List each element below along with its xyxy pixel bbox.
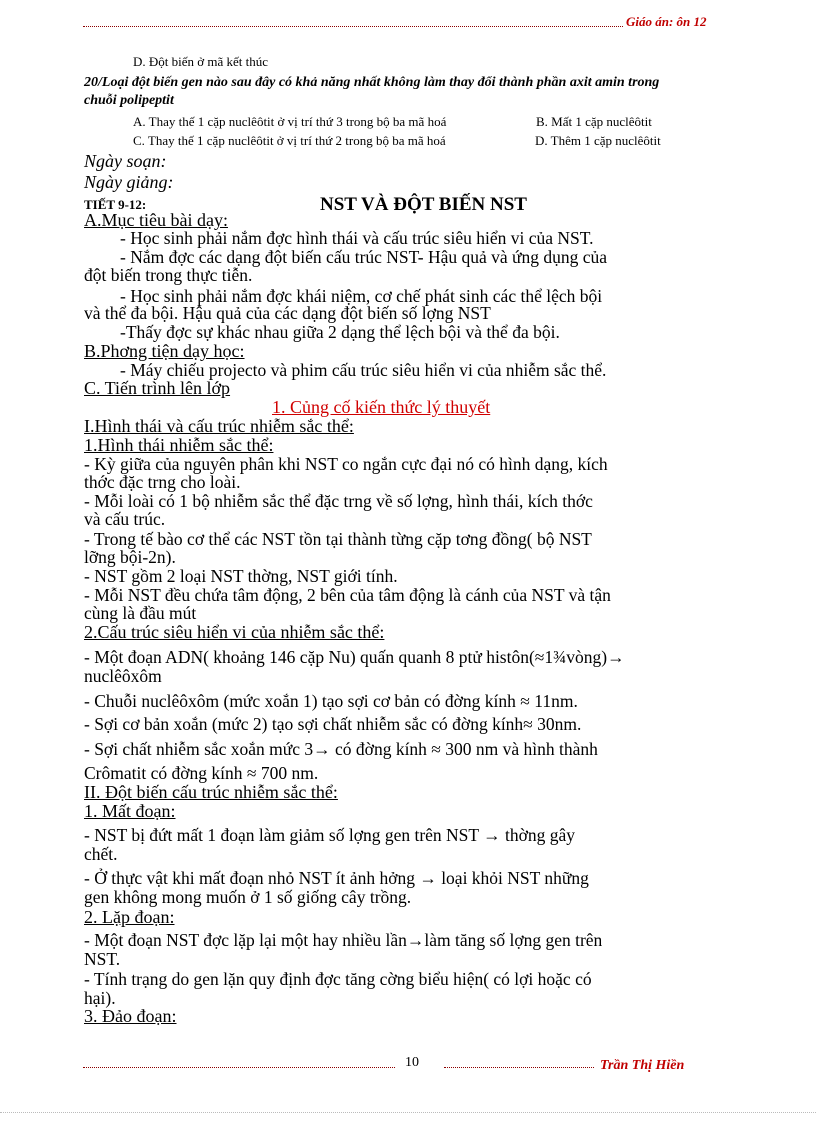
part-i-sub1-line: - Kỳ giữa của nguyên phân khi NST co ngắn cực đại nó có hình dạng, kích [84,454,608,474]
part-i-sub1-line: - NST gồm 2 loại NST thờng, NST giới tính. [84,566,398,586]
section-a-line: đột biến trong thực tiễn. [84,265,253,285]
section-a-heading: A.Mục tiêu bài dạy: [84,210,228,230]
part-i-sub1-line: cùng là đầu mút [84,603,197,623]
section-c-subtitle: 1. Củng cố kiến thức lý thuyết [272,397,491,417]
quiz-question-20-line2: chuỗi polipeptit [84,93,174,108]
part-i-sub2-line: - Sợi chất nhiễm sắc xoắn mức 3→ có đờng kính ≈ 300 nm và hình thành [84,739,598,759]
part-ii-sub2-heading: 2. Lặp đoạn: [84,907,175,927]
quiz-option-d-prev: D. Đột biến ở mã kết thúc [133,54,269,69]
quiz-option-b: B. Mất 1 cặp nuclêôtit [536,114,652,129]
part-i-sub1-line: và cấu trúc. [84,509,166,529]
section-a-line: - Học sinh phải nắm đợc khái niệm, cơ chế phát sinh các thể lệch bội [120,286,603,306]
part-ii-sub1-line: - NST bị đứt mất 1 đoạn làm giảm số lợng gen trên NST → thờng gây [84,825,576,845]
quiz-option-a: A. Thay thế 1 cặp nuclêôtit ở vị trí thứ 3 trong bộ ba mã hoá [133,114,447,129]
page-number: 10 [405,1055,419,1070]
part-ii-sub2-line: - Tính trạng do gen lặn quy định đợc tăng cờng biểu hiện( có lợi hoặc có [84,969,592,989]
quiz-option-c: C. Thay thế 1 cặp nuclêôtit ở vị trí thứ 2 trong bộ ba mã hoá [133,133,446,148]
section-a-line: - Nắm đợc các dạng đột biến cấu trúc NST- Hậu quả và ứng dụng của [120,247,608,267]
part-i-sub2-line: nuclêôxôm [84,666,162,686]
section-c-heading: C. Tiến trình lên lớp [84,378,231,398]
part-ii-sub2-line: NST. [84,949,121,969]
footer-dotted-line-right [444,1067,594,1068]
part-ii-sub1-line: gen không mong muốn ở 1 số giống cây trồng. [84,887,412,907]
lesson-number: TIẾT 9-12: [84,197,147,212]
part-i-sub1-line: thớc đặc trng cho loài. [84,472,241,492]
section-b-line: - Máy chiếu projecto và phim cấu trúc siêu hiển vi của nhiễm sắc thể. [120,360,607,380]
author-name: Trần Thị Hiền [600,1058,685,1073]
quiz-question-20-line1: 20/Loại đột biến gen nào sau đây có khả năng nhất không làm thay đổi thành phần axit amin trong [84,75,660,90]
part-i-heading: I.Hình thái và cấu trúc nhiễm sắc thể: [84,416,354,436]
part-ii-sub1-line: - Ở thực vật khi mất đoạn nhỏ NST ít ảnh hởng → loại khỏi NST những [84,868,589,888]
part-i-sub2-line: Crômatit có đờng kính ≈ 700 nm. [84,763,319,783]
lesson-title: NST VÀ ĐỘT BIẾN NST [320,194,527,215]
header-title: Giáo án: ôn 12 [626,14,707,29]
part-ii-sub1-heading: 1. Mất đoạn: [84,801,176,821]
part-ii-sub2-line: hại). [84,988,116,1008]
part-ii-sub2-line: - Một đoạn NST đợc lặp lại một hay nhiều lần→làm tăng số lợng gen trên [84,930,603,950]
part-i-sub2-heading: 2.Cấu trúc siêu hiển vi của nhiễm sắc thể: [84,622,385,642]
part-i-sub2-line: - Một đoạn ADN( khoảng 146 cặp Nu) quấn quanh 8 ptử histôn(≈1¾vòng)→ [84,647,625,667]
page-bottom-border [0,1112,816,1113]
section-a-line: -Thấy đợc sự khác nhau giữa 2 dạng thể lệch bội và thể đa bội. [120,322,560,342]
part-ii-sub3-heading: 3. Đảo đoạn: [84,1006,177,1026]
footer-dotted-line-left [83,1067,395,1068]
part-i-sub1-line: - Trong tế bào cơ thể các NST tồn tại thành từng cặp tơng đồng( bộ NST [84,529,592,549]
part-i-sub1-line: - Mỗi NST đều chứa tâm động, 2 bên của tâm động là cánh của NST và tận [84,585,611,605]
date-taught: Ngày giảng: [84,172,174,192]
section-a-line: và thể đa bội. Hậu quả của các dạng đột biến số lợng NST [84,303,491,323]
part-i-sub1-line: lỡng bội-2n). [84,547,176,567]
quiz-option-d: D. Thêm 1 cặp nuclêôtit [535,133,661,148]
section-a-line: - Học sinh phải nắm đợc hình thái và cấu trúc siêu hiển vi của NST. [120,228,594,248]
part-i-sub1-line: - Mỗi loài có 1 bộ nhiễm sắc thể đặc trng về số lợng, hình thái, kích thớc [84,491,593,511]
part-i-sub1-heading: 1.Hình thái nhiễm sắc thể: [84,435,274,455]
part-ii-heading: II. Đột biến cấu trúc nhiễm sắc thể: [84,782,338,802]
part-ii-sub1-line: chết. [84,844,118,864]
part-i-sub2-line: - Chuỗi nuclêôxôm (mức xoắn 1) tạo sợi cơ bản có đờng kính ≈ 11nm. [84,691,578,711]
header-dotted-line [83,26,623,27]
part-i-sub2-line: - Sợi cơ bản xoắn (mức 2) tạo sợi chất nhiễm sắc có đờng kính≈ 30nm. [84,714,582,734]
date-prepared: Ngày soạn: [84,151,167,171]
section-b-heading: B.Phơng tiện dạy học: [84,341,245,361]
